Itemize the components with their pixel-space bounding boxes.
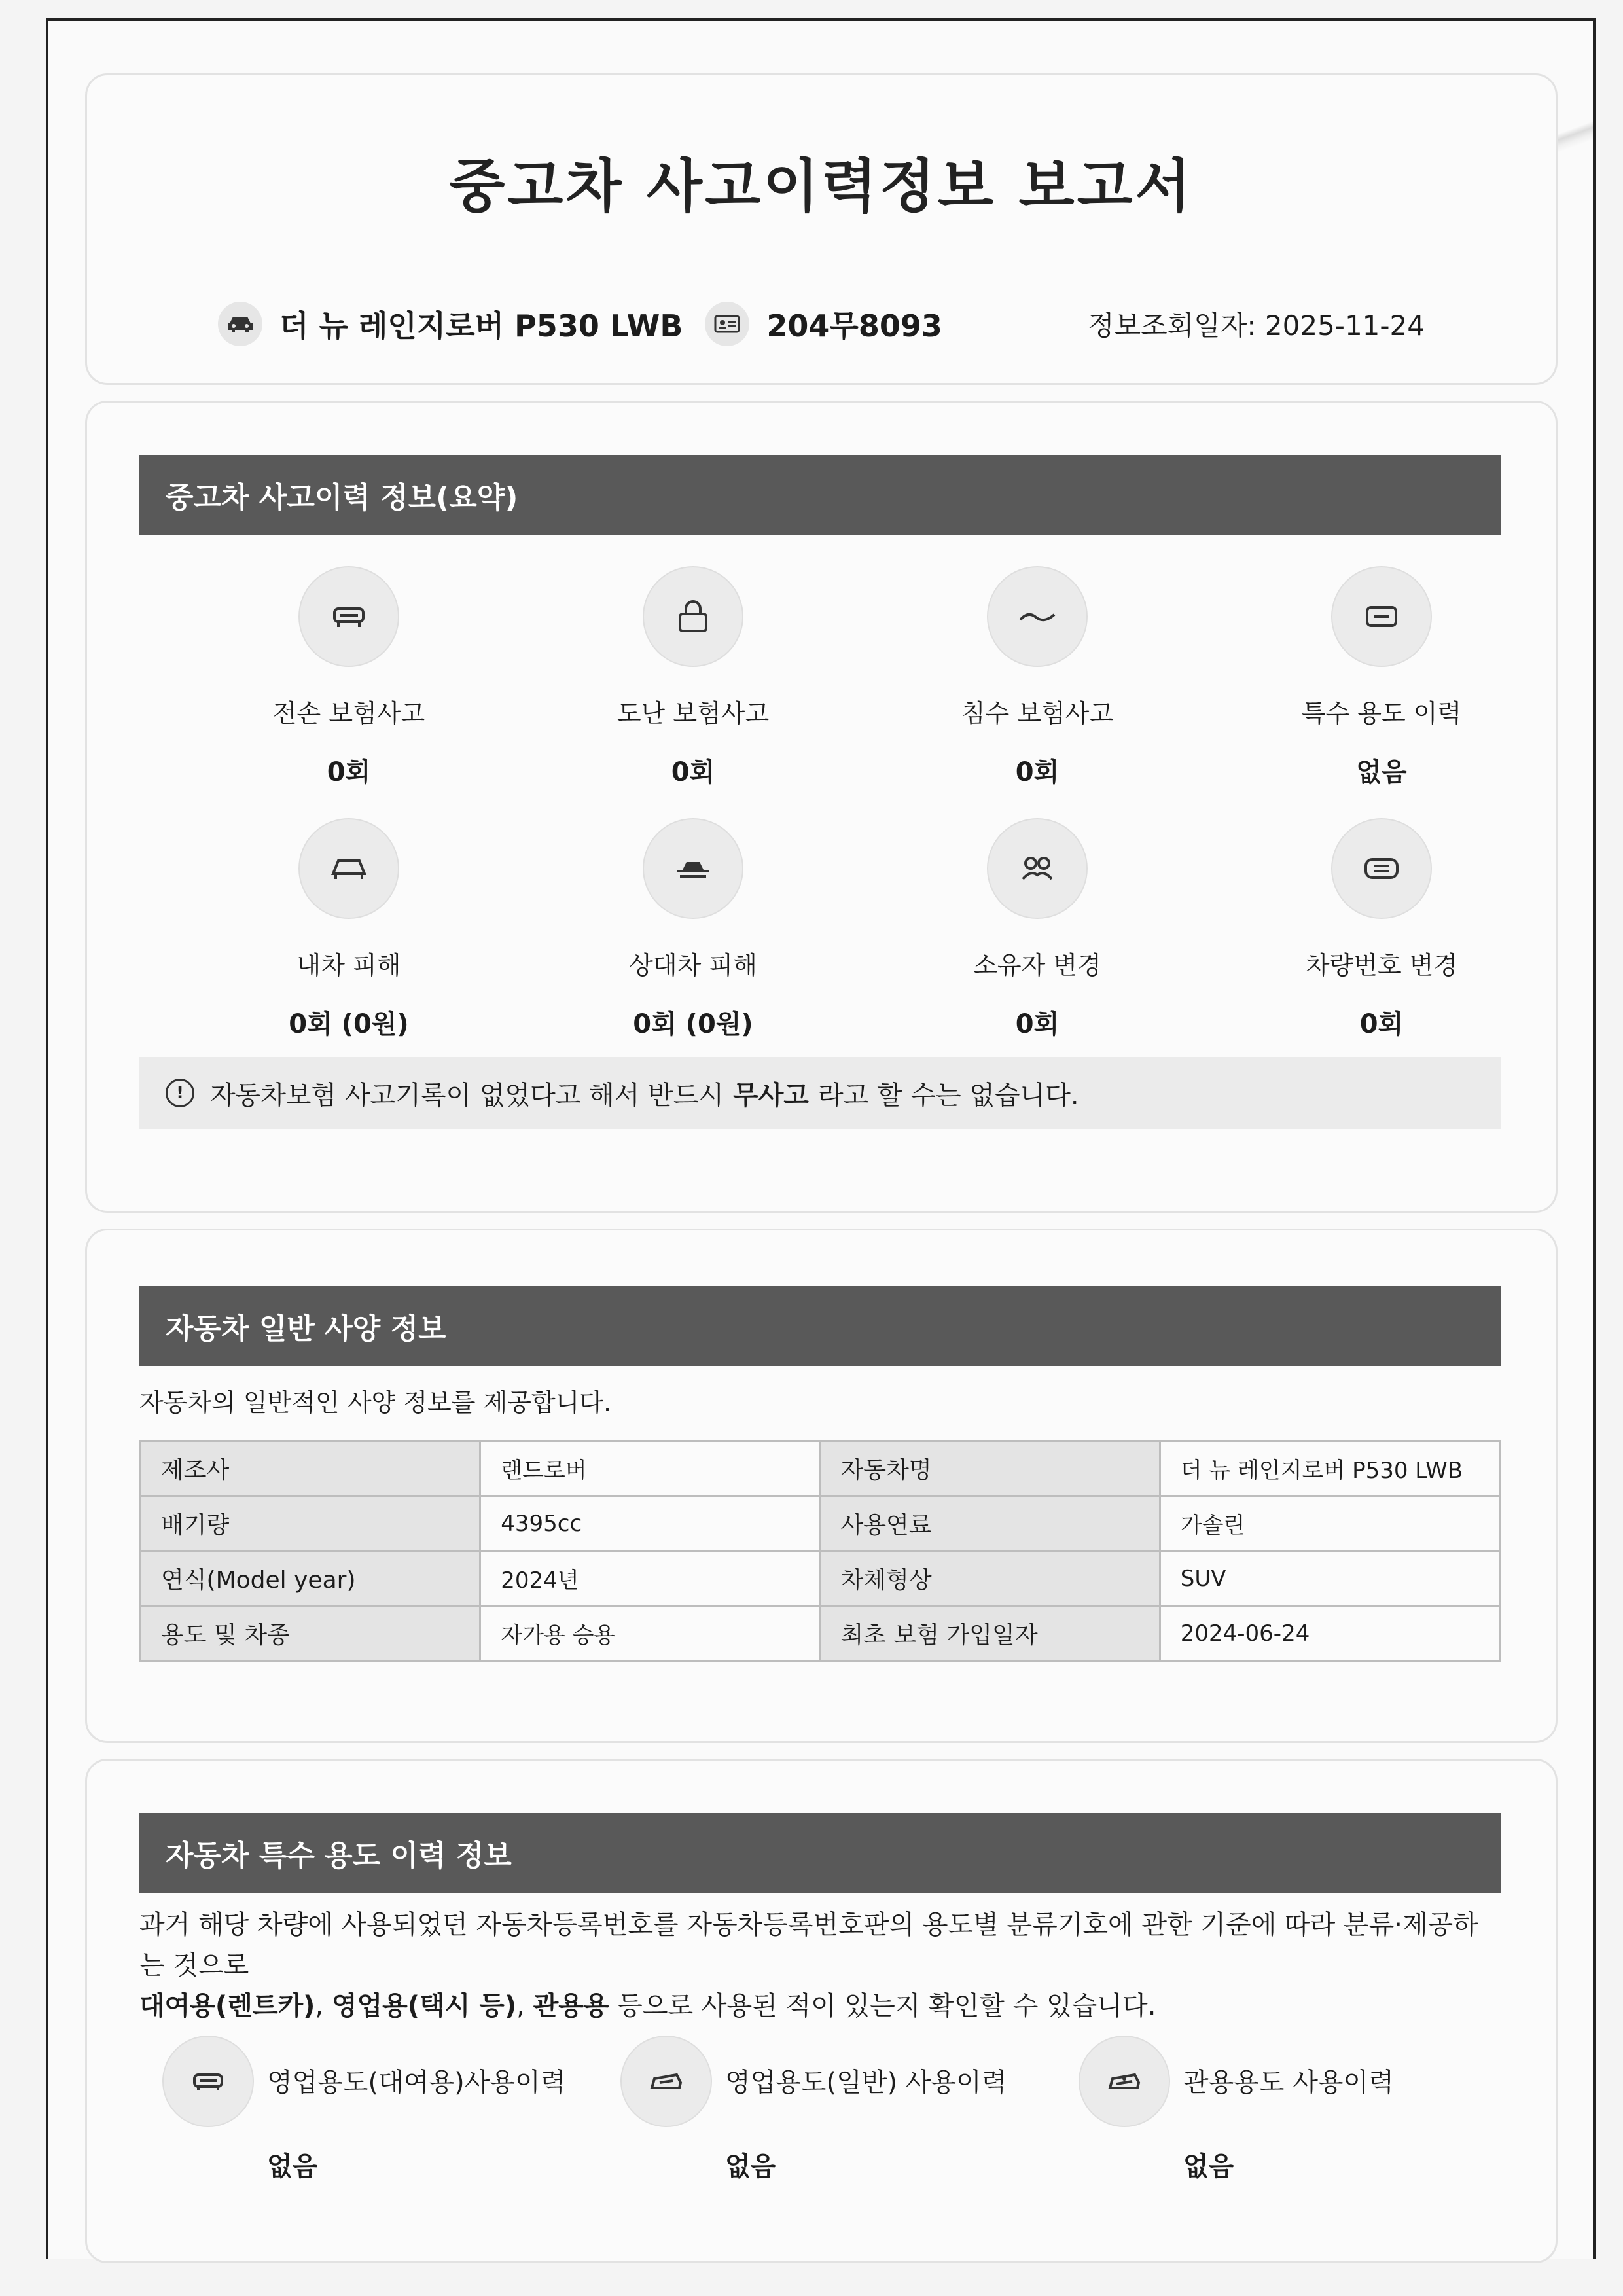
table-row [141,1551,1500,1606]
spec-field-value: 랜드로버 [480,1441,820,1496]
owners-icon [987,818,1088,919]
vehicle-meta-row [218,298,1425,350]
summary-value: 0회 [1015,757,1060,787]
spec-field-label: 배기량 [141,1496,480,1551]
special-use-heading: 자동차 특수 용도 이력 정보 [139,1813,1501,1893]
summary-item-flood [867,566,1207,789]
spec-card [85,1229,1558,1743]
summary-item-theft [523,566,863,789]
page-title: 중고차 사고이력정보 보고서 [449,152,1194,220]
summary-label: 특수 용도 이력 [1301,699,1462,728]
spec-field-label: 용도 및 차종 [141,1606,480,1661]
spec-field-value: 가솔린 [1160,1496,1499,1551]
special-desc-tail: 등으로 사용된 적이 있는지 확인할 수 있습니다. [609,1991,1156,2021]
rental-car-icon [162,2036,254,2127]
special-desc-commercial: 영업용(택시 등) [331,1991,517,2021]
plate-icon [1331,818,1432,919]
query-date: 정보조회일자: 2025-11-24 [1087,310,1425,342]
commercial-car-icon [620,2036,712,2127]
government-car-icon [1079,2036,1170,2127]
notice-text-suffix: 라고 할 수는 없습니다. [817,1080,1079,1111]
spec-field-value: 더 뉴 레인지로버 P530 LWB [1160,1441,1499,1496]
summary-label: 침수 보험사고 [961,699,1114,728]
vehicle-name: 더 뉴 레인지로버 P530 LWB [279,308,683,344]
summary-label: 전손 보험사고 [272,699,425,728]
total-loss-icon [298,566,399,667]
notice-text-prefix: 자동차보험 사고기록이 없었다고 해서 반드시 [210,1080,724,1111]
special-label: 영업용도(대여용)사용이력 [267,2068,566,2098]
summary-item-plate-change [1211,818,1552,1041]
summary-item-own-damage [179,818,519,1041]
card-icon [1331,566,1432,667]
summary-value: 0회 (0원) [633,1009,753,1039]
plate-group [705,302,942,346]
summary-card [85,401,1558,1213]
summary-label: 상대차 피해 [629,951,757,980]
summary-item-other-damage [523,818,863,1041]
special-desc-separator: , [315,1991,332,2021]
special-value: 없음 [267,2151,318,2181]
spec-field-value: SUV [1160,1551,1499,1606]
summary-value: 0회 [1359,1009,1404,1039]
special-label: 영업용도(일반) 사용이력 [725,2068,1007,2098]
special-use-description [139,1905,1501,2026]
summary-value: 없음 [1356,757,1407,787]
spec-field-value: 2024-06-24 [1160,1606,1499,1661]
spec-field-label: 연식(Model year) [141,1551,480,1606]
table-row [141,1441,1500,1496]
summary-label: 내차 피해 [296,951,401,980]
spec-field-label: 차체형상 [820,1551,1160,1606]
spec-field-value: 자가용 승용 [480,1606,820,1661]
id-card-icon [705,302,749,346]
table-row [141,1496,1500,1551]
lock-icon [643,566,743,667]
spec-heading: 자동차 일반 사양 정보 [139,1286,1501,1366]
summary-value: 0회 (0원) [289,1009,409,1039]
spec-field-value: 2024년 [480,1551,820,1606]
special-desc-line1: 과거 해당 차량에 사용되었던 자동차등록번호를 자동차등록번호판의 용도별 분류기호에 관한 기준에 따라 분류·제공하는 것으로 [139,1910,1478,1981]
summary-value: 0회 [327,757,371,787]
wave-icon [987,566,1088,667]
spec-table [139,1440,1501,1662]
summary-label: 소유자 변경 [973,951,1101,980]
spec-description: 자동차의 일반적인 사양 정보를 제공합니다. [139,1388,612,1417]
report-page [46,18,1596,2259]
special-desc-rental: 대여용(렌트카) [139,1991,315,2021]
spec-field-label: 자동차명 [820,1441,1160,1496]
title-card [85,73,1558,385]
summary-heading: 중고차 사고이력 정보(요약) [139,455,1501,535]
plate-number: 204무8093 [766,308,942,344]
table-row [141,1606,1500,1661]
summary-label: 차량번호 변경 [1305,951,1458,980]
car-icon [218,302,262,346]
accident-notice [139,1057,1501,1129]
summary-item-special-use [1211,566,1552,789]
special-value: 없음 [1183,2151,1234,2181]
exclamation-icon: ! [166,1079,194,1107]
spec-field-value: 4395cc [480,1496,820,1551]
special-desc-separator: , [516,1991,533,2021]
special-label: 관용용도 사용이력 [1183,2068,1394,2098]
summary-item-owner-change [867,818,1207,1041]
summary-item-total-loss [179,566,519,789]
notice-highlight: 무사고 [733,1080,809,1111]
spec-field-label: 제조사 [141,1441,480,1496]
special-value: 없음 [725,2151,776,2181]
car-front-icon [298,818,399,919]
summary-value: 0회 [671,757,715,787]
summary-label: 도난 보험사고 [616,699,770,728]
summary-value: 0회 [1015,1009,1060,1039]
special-desc-government: 관용용 [533,1991,609,2021]
spec-field-label: 사용연료 [820,1496,1160,1551]
other-car-icon [643,818,743,919]
special-use-card [85,1759,1558,2263]
spec-field-label: 최초 보험 가입일자 [820,1606,1160,1661]
